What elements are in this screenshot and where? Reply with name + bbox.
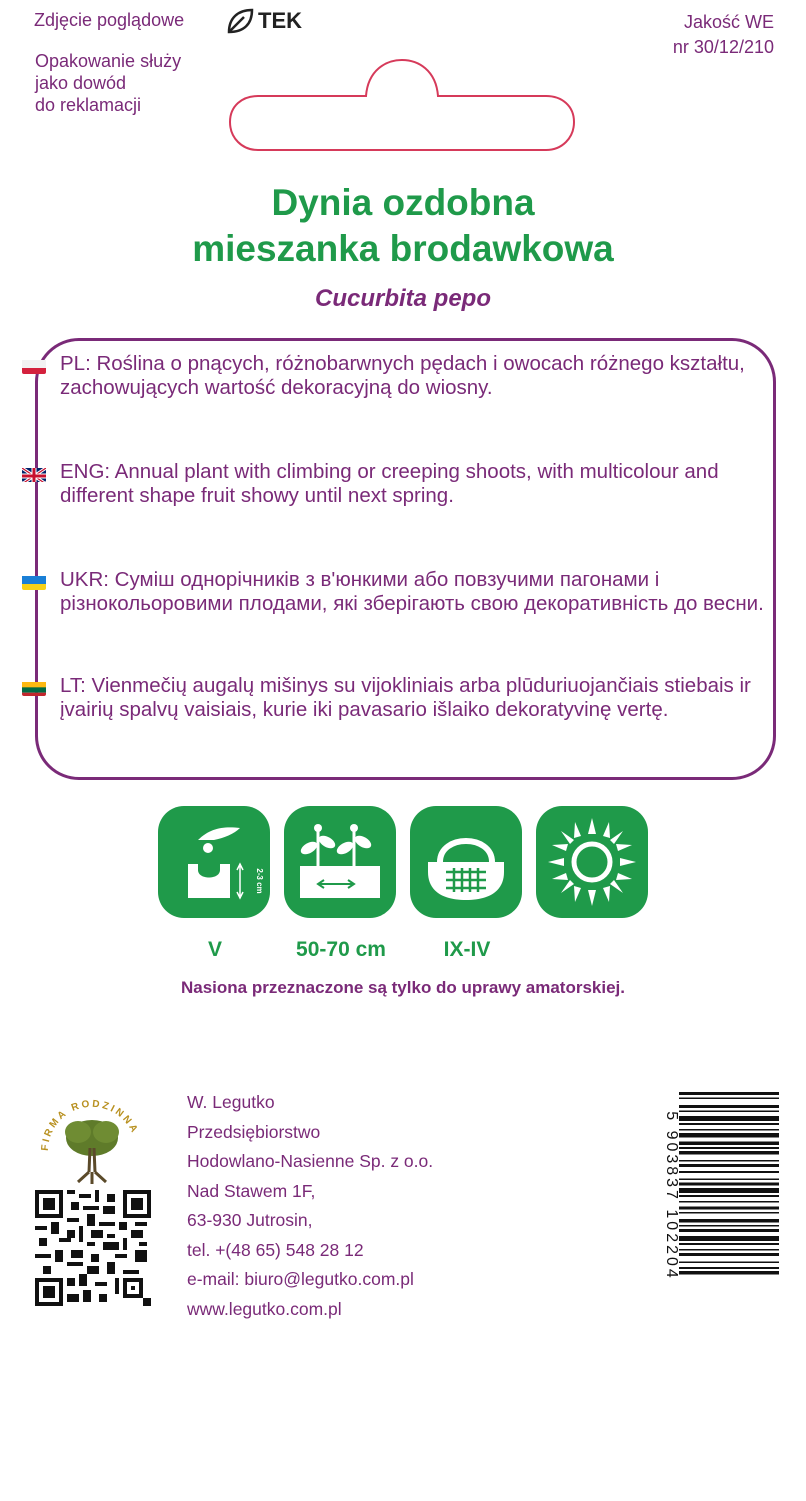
lithuania-flag-icon <box>22 680 46 696</box>
barcode-bar <box>679 1212 779 1214</box>
package-note-line: jako dowód <box>35 73 127 93</box>
barcode-bar <box>679 1262 779 1264</box>
barcode-bar <box>679 1164 779 1167</box>
title-line-2: mieszanka brodawkowa <box>192 228 614 269</box>
barcode-bar <box>679 1267 779 1269</box>
tek-label: TEK <box>258 8 302 33</box>
package-note <box>35 50 181 116</box>
barcode-bar <box>679 1195 779 1197</box>
logo-text: FIRMA RODZINNA <box>39 1098 141 1152</box>
harvest-label: IX-IV <box>443 938 491 961</box>
description-text: ENG: Annual plant with climbing or creeping shoots, with multicolour and different shape fruit showy until next spring. <box>60 460 719 507</box>
preview-note: Zdjęcie poglądowe <box>34 10 185 30</box>
barcode-bar <box>679 1182 779 1185</box>
company-line: Nad Stawem 1F, <box>187 1180 316 1201</box>
poland-flag-icon <box>22 358 46 374</box>
barcode-bar <box>679 1236 779 1241</box>
description-ukr <box>60 568 770 616</box>
company-line: Przedsiębiorstwo <box>187 1121 321 1142</box>
barcode-bar <box>679 1105 779 1108</box>
amateur-use-disclaimer: Nasiona przeznaczone są tylko do uprawy amatorskiej. <box>180 978 626 997</box>
package-note-line: Opakowanie służy <box>35 51 182 71</box>
latin-name: Cucurbita pepo <box>314 285 491 312</box>
barcode-number: 5 903837 102204 <box>663 1111 680 1281</box>
website-link[interactable]: www.legutko.com.pl <box>187 1298 342 1319</box>
depth-label: 2-3 cm <box>255 868 264 894</box>
description-text: PL: Roślina o pnących, różnobarwnych pędach i owocach różnego kształtu, zachowujących wartość dekoracyjną do wiosny. <box>60 352 745 399</box>
barcode-bar <box>679 1249 779 1251</box>
qr-code[interactable] <box>35 1190 151 1306</box>
barcode-bar <box>679 1243 779 1245</box>
quality-line: nr 30/12/210 <box>672 37 774 57</box>
sowing-icon <box>158 806 270 918</box>
quality-note <box>673 10 774 60</box>
hang-hole-outline <box>228 58 576 152</box>
barcode-bar <box>679 1129 779 1131</box>
ukraine-flag-icon <box>22 574 46 590</box>
harvest-basket-icon <box>410 806 522 918</box>
barcode-bar <box>679 1225 779 1227</box>
sowing-time-label: V <box>207 938 222 961</box>
sun-icon <box>536 806 648 918</box>
spacing-icon <box>284 806 396 918</box>
title-line-1: Dynia ozdobna <box>271 182 535 223</box>
barcode-bar <box>679 1116 779 1121</box>
description-lt <box>60 674 770 722</box>
family-company-logo <box>34 1086 150 1190</box>
barcode-bar <box>679 1092 779 1095</box>
package-note-line: do reklamacji <box>35 95 142 115</box>
email-line[interactable]: e-mail: biuro@legutko.com.pl <box>187 1269 414 1289</box>
barcode-bar <box>679 1253 779 1256</box>
spacing-label: 50-70 cm <box>296 938 386 961</box>
company-info <box>187 1088 433 1324</box>
barcode-bar <box>679 1133 779 1138</box>
barcode-bar <box>679 1151 779 1154</box>
barcode-bar <box>679 1178 779 1180</box>
barcode-bar <box>679 1098 779 1100</box>
barcode-bar <box>679 1110 779 1112</box>
uk-flag-icon <box>22 466 46 482</box>
cultivation-icons <box>158 806 648 918</box>
company-line: W. Legutko <box>187 1092 275 1112</box>
tek-badge <box>226 8 302 34</box>
barcode-bar <box>679 1201 779 1203</box>
product-title <box>0 180 806 272</box>
ean-barcode <box>661 1090 779 1302</box>
barcode-bar <box>679 1123 779 1125</box>
barcode-bar <box>679 1219 779 1222</box>
description-text: LT: Vienmečių augalų mišinys su vijokliniais arba plūduriuojančiais stiebais ir įvairių spalvų vaisiais, kurie iki pavasario išlaiko dekoratyvinę vertę. <box>60 674 751 721</box>
barcode-bar <box>679 1188 779 1193</box>
barcode-bar <box>679 1160 779 1162</box>
description-pl <box>60 352 770 400</box>
barcode-bar <box>679 1142 779 1145</box>
barcode-bar <box>679 1206 779 1209</box>
company-line: Hodowlano-Nasienne Sp. z o.o. <box>187 1151 434 1171</box>
description-text: UKR: Суміш однорічників з в'юнкими або повзучими пагонами і різнокольоровими плодами, які зберігають свою декоративність до весни. <box>60 568 764 615</box>
description-eng <box>60 460 770 508</box>
quality-line: Jakość WE <box>683 12 774 32</box>
barcode-bar <box>679 1147 779 1149</box>
barcode-bar <box>679 1229 779 1232</box>
phone-line: tel. +(48 65) 548 28 12 <box>187 1239 364 1260</box>
leaf-icon <box>226 8 254 34</box>
barcode-bar <box>679 1171 779 1173</box>
barcode-bar <box>679 1271 779 1274</box>
company-line: 63-930 Jutrosin, <box>187 1210 313 1230</box>
